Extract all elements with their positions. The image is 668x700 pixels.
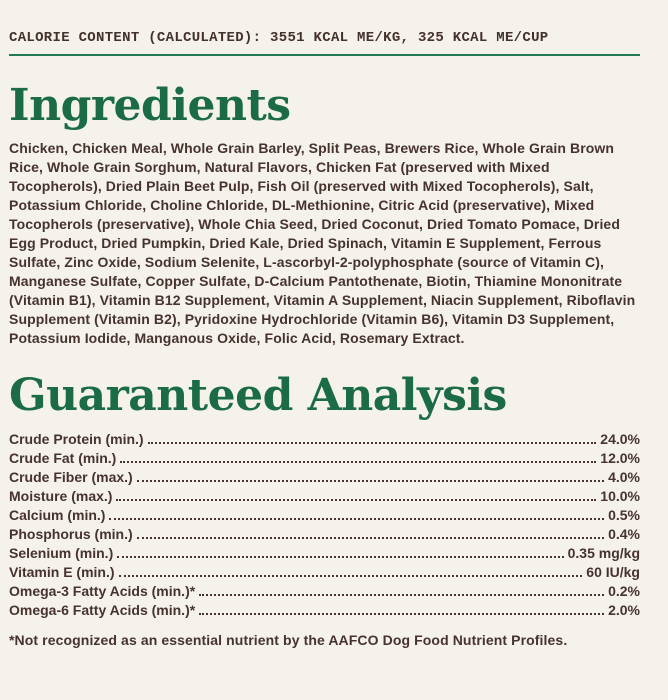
calorie-content-banner: CALORIE CONTENT (CALCULATED): 3551 KCAL ME/KG, 325 KCAL ME/CUP <box>9 30 549 46</box>
analysis-row-label: Crude Fat (min.) <box>9 449 117 466</box>
guaranteed-analysis-heading: Guaranteed Analysis <box>9 370 507 422</box>
table-row <box>9 582 640 601</box>
analysis-row-label: Crude Fiber (max.) <box>9 468 133 485</box>
analysis-row-value: 4.0% <box>608 468 640 485</box>
analysis-row-value: 24.0% <box>600 430 640 447</box>
table-row <box>9 544 640 563</box>
analysis-row-label: Omega-6 Fatty Acids (min.)* <box>9 601 196 618</box>
analysis-row-value: 0.5% <box>608 506 640 523</box>
leader-dots <box>199 594 604 596</box>
analysis-row-label: Calcium (min.) <box>9 506 106 523</box>
leader-dots <box>116 499 596 501</box>
table-row <box>9 525 640 544</box>
analysis-row-value: 60 IU/kg <box>586 563 640 580</box>
ingredients-paragraph: Chicken, Chicken Meal, Whole Grain Barley, Split Peas, Brewers Rice, Whole Grain Brown Rice, Whole Grain Sorghum, Natural Flavors, Chicken Fat (preserved with Mixed Tocopherols), Dried Plain Beet Pulp, Fish Oil (preserved with Mixed Tocopherols), Salt, Potassium Chloride, Choline Chloride, DL-Methionine, Citric Acid (preservative), Mixed Tocopherols (preservative), Whole Chia Seed, Dried Coconut, Dried Tomato Pomace, Dried Egg Product, Dried Pumpkin, Dried Kale, Dried Spinach, Vitamin E Supplement, Ferrous Sulfate, Zinc Oxide, Sodium Selenite, L-ascorbyl-2-polyphosphate (source of Vitamin C), Manganese Sulfate, Copper Sulfate, D-Calcium Pantothenate, Biotin, Thiamine Mononitrate (Vitamin B1), Vitamin B12 Supplement, Vitamin A Supplement, Niacin Supplement, Riboflavin Supplement (Vitamin B2), Pyridoxine Hydrochloride (Vitamin B6), Vitamin D3 Supplement, Potassium Iodide, Manganous Oxide, Folic Acid, Rosemary Extract. <box>9 140 636 347</box>
analysis-row-label: Crude Protein (min.) <box>9 430 144 447</box>
table-row <box>9 487 640 506</box>
leader-dots <box>148 442 597 444</box>
table-row <box>9 506 640 525</box>
table-row <box>9 468 640 487</box>
analysis-row-label: Selenium (min.) <box>9 544 114 561</box>
aafco-footnote: *Not recognized as an essential nutrient by the AAFCO Dog Food Nutrient Profiles. <box>9 631 568 648</box>
table-row <box>9 449 640 468</box>
analysis-row-label: Omega-3 Fatty Acids (min.)* <box>9 582 196 599</box>
analysis-row-value: 12.0% <box>600 449 640 466</box>
analysis-row-value: 2.0% <box>608 601 640 618</box>
analysis-row-value: 10.0% <box>600 487 640 504</box>
analysis-row-value: 0.2% <box>608 582 640 599</box>
analysis-row-label: Phosphorus (min.) <box>9 525 133 542</box>
leader-dots <box>120 461 596 463</box>
ingredients-heading: Ingredients <box>9 80 291 131</box>
table-row <box>9 430 640 449</box>
leader-dots <box>199 613 604 615</box>
analysis-row-value: 0.35 mg/kg <box>567 544 640 561</box>
leader-dots <box>137 537 604 539</box>
leader-dots <box>117 556 563 558</box>
leader-dots <box>137 480 604 482</box>
analysis-row-label: Vitamin E (min.) <box>9 563 115 580</box>
divider-rule <box>9 54 640 56</box>
leader-dots <box>119 575 583 577</box>
leader-dots <box>109 518 604 520</box>
analysis-row-label: Moisture (max.) <box>9 487 113 504</box>
analysis-row-value: 0.4% <box>608 525 640 542</box>
table-row <box>9 601 640 620</box>
table-row <box>9 563 640 582</box>
guaranteed-analysis-table <box>9 430 640 620</box>
